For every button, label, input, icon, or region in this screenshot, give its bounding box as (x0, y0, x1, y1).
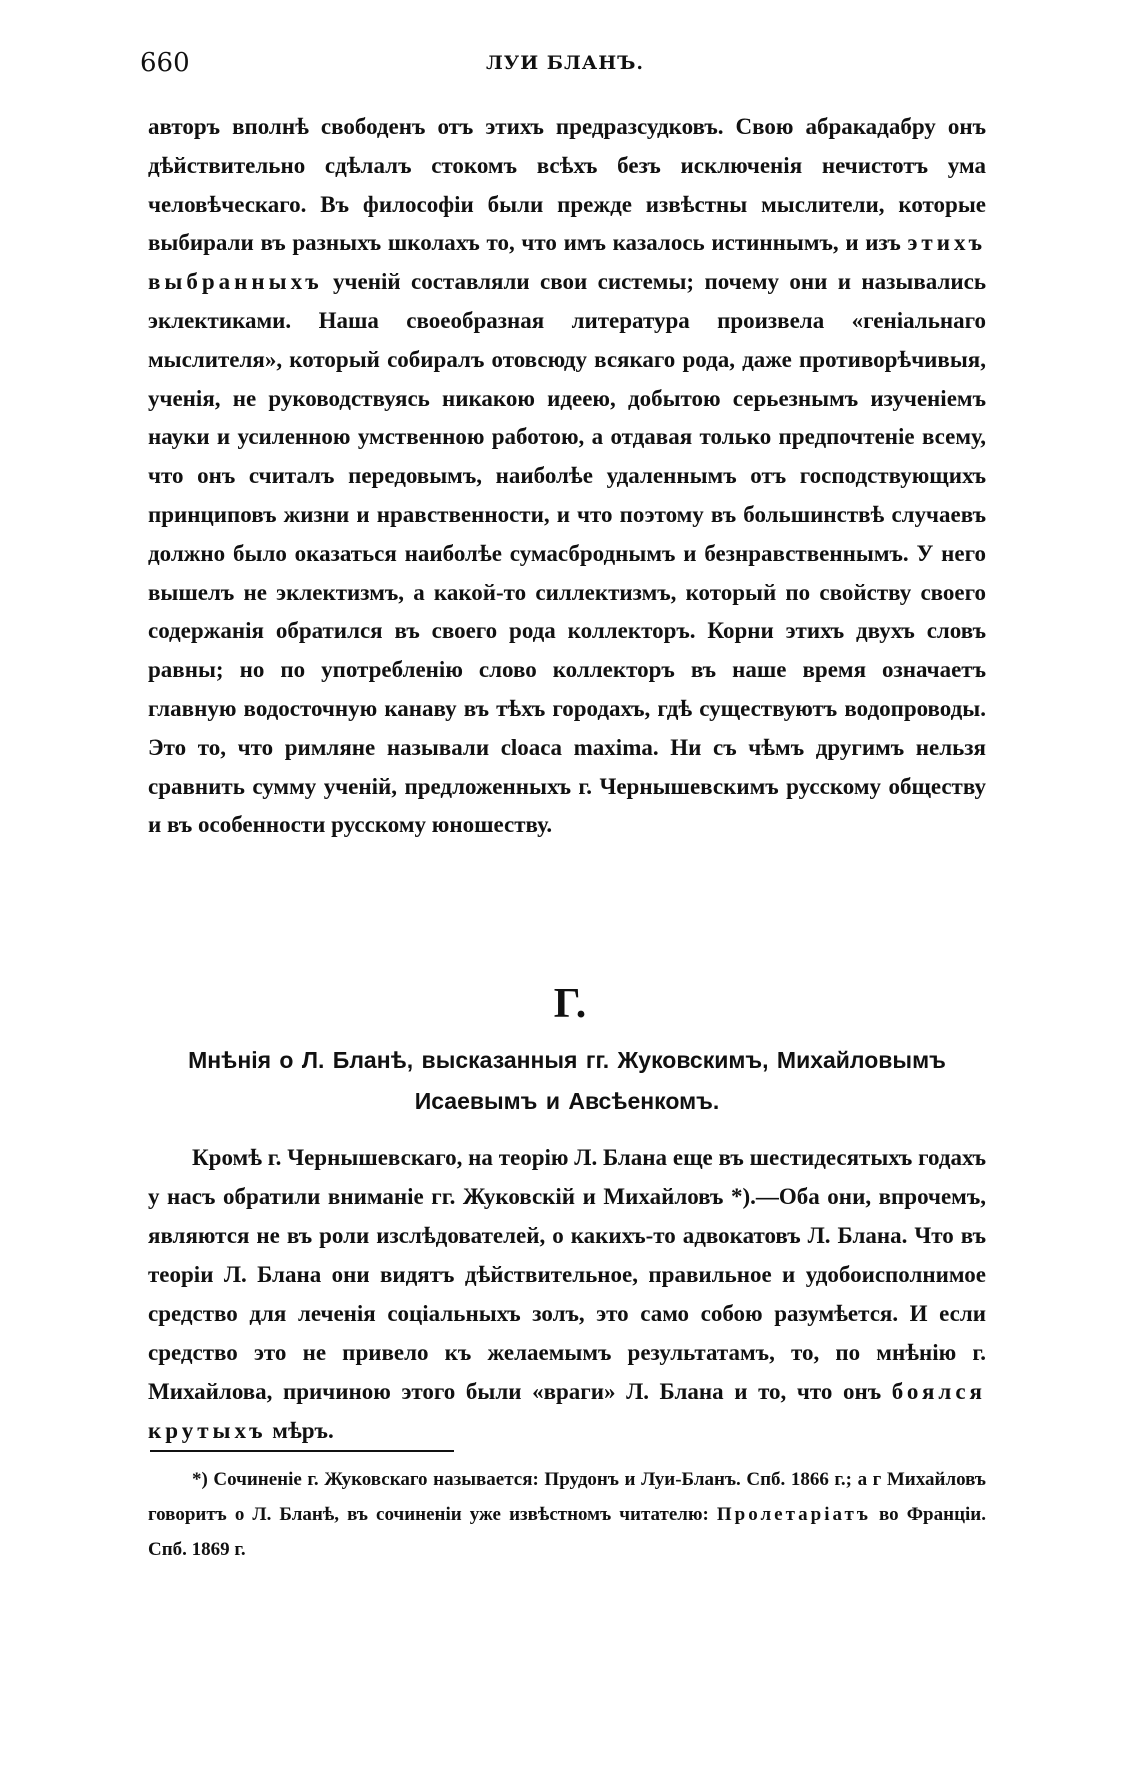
footnote-part-1: *) Сочиненіе г. Жуковскаго называется: Прудонъ и Луи-Бланъ. Спб. 1866 г.; а г Михайловъ говоритъ о Л. Бланѣ, въ сочиненіи уже извѣстномъ читателю: (148, 1469, 986, 1525)
page-header (140, 48, 990, 84)
section-letter: Г. (553, 981, 587, 1027)
section-paragraph (148, 1138, 986, 1450)
section-paragraph-text (148, 1138, 986, 1450)
footnote-part-2: во Франціи. Спб. 1869 г. (148, 1504, 986, 1560)
section-title-line-1: Мнѣнія о Л. Бланѣ, высказанныя гг. Жуковскимъ, Михайловымъ (188, 1047, 946, 1073)
paragraph-part-1: авторъ вполнѣ свободенъ отъ этихъ предразсудковъ. Свою абракадабру онъ дѣйствительно сдѣлалъ стокомъ всѣхъ безъ исключенія нечистотъ ума человѣческаго. Въ философіи были прежде извѣстны мыслители, которые выбирали въ разныхъ школахъ то, что имъ казалось истиннымъ, и изъ (148, 114, 986, 256)
running-head: ЛУИ БЛАНЪ. (485, 52, 645, 74)
footnote (148, 1462, 986, 1567)
footnote-divider (150, 1450, 454, 1452)
footnote-text (148, 1462, 986, 1567)
body-paragraph (148, 108, 986, 845)
section-title-line-2: Исаевымъ и Авсѣенкомъ. (414, 1088, 720, 1114)
section-title (148, 1040, 986, 1122)
section-spaced-phrase: боялся крутыхъ (148, 1379, 986, 1443)
spaced-phrase: этихъ выбранныхъ (148, 230, 986, 295)
paragraph-text (148, 108, 986, 845)
page-number: 660 (140, 48, 190, 78)
footnote-spaced-phrase: Пролетаріатъ (716, 1504, 871, 1525)
paragraph-part-2: ученій составляли свои системы; почему они и назывались эклектиками. Наша своеобразная литература произвела «геніальнаго мыслителя», который собиралъ отовсюду всякаго рода, даже противорѣчивыя, ученія, не руководствуясь никакою идеею, добытою серьезнымъ изученіемъ науки и усиленною умственною работою, а отдавая только предпочтеніе всему, что онъ считалъ передовымъ, наиболѣе удаленнымъ отъ господствующихъ принциповъ жизни и нравственности, и что поэтому въ большинствѣ случаевъ должно было оказаться наиболѣе сумасброднымъ и безнравственнымъ. У него вышелъ не эклектизмъ, а какой-то силлектизмъ, который по свойству своего содержанія обратился въ своего рода коллекторъ. Корни этихъ двухъ словъ равны; но по употребленію слово коллекторъ въ наше время означаетъ главную водосточную канаву въ тѣхъ городахъ, гдѣ существуютъ водопроводы. Это то, что римляне называли cloaca maxima. Ни съ чѣмъ другимъ нельзя сравнить сумму ученій, предложенныхъ г. Чернышевскимъ русскому обществу и въ особенности русскому юношеству. (148, 269, 986, 838)
section-paragraph-part-2: мѣръ. (266, 1418, 334, 1443)
section-paragraph-part-1: Кромѣ г. Чернышевскаго, на теорію Л. Блана еще въ шестидесятыхъ годахъ у насъ обратили вниманіе гг. Жуковскій и Михайловъ *).—Оба они, впрочемъ, являются не въ роли изслѣдователей, о какихъ-то адвокатовъ Л. Блана. Что въ теоріи Л. Блана они видятъ дѣйствительное, правильное и удобоисполнимое средство для леченія соціальныхъ золъ, это само собою разумѣется. И если средство это не привело къ желаемымъ результатамъ, то, по мнѣнію г. Михайлова, причиною этого были «враги» Л. Блана и то, что онъ (148, 1145, 986, 1404)
